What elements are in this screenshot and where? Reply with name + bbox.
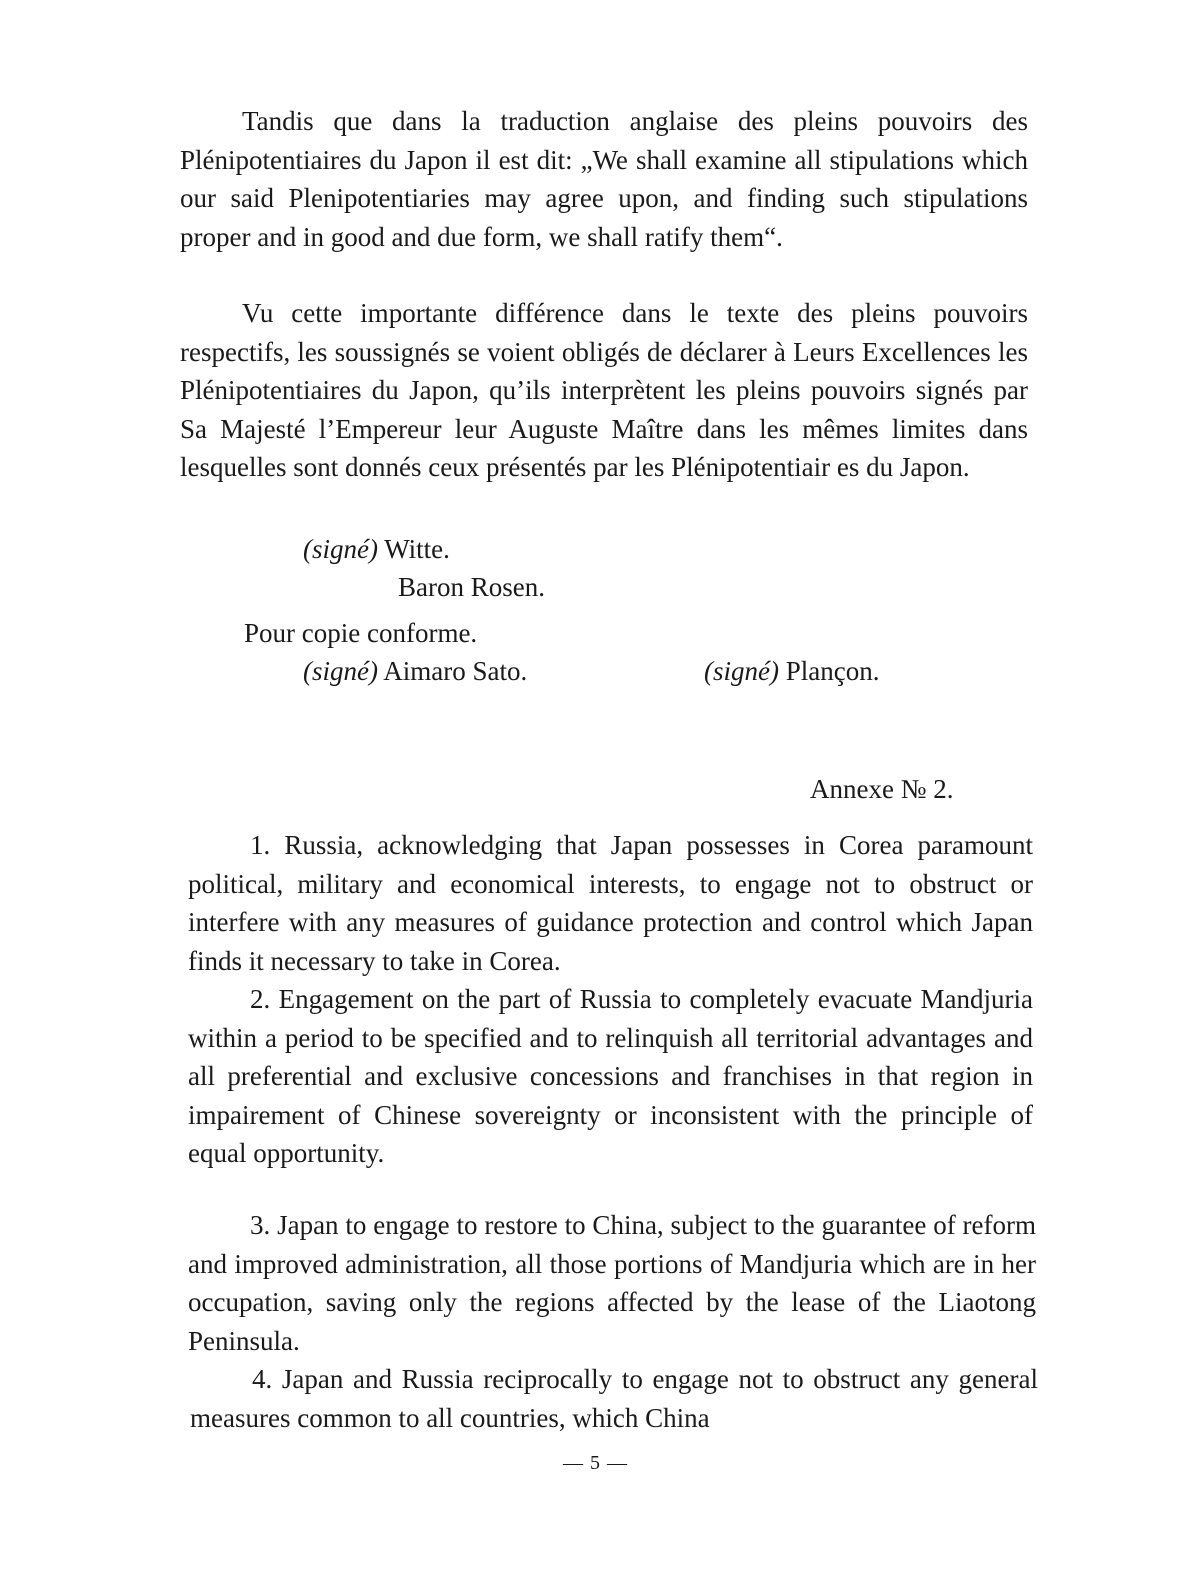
article-2: 2. Engagement on the part of Russia to completely evacuate Mandjuria within a period to be specified and to relinquish all territorial advantages and all preferential and exclusive concessions and franchises in that region in impairement of Chinese sovereignty or inconsistent with the principle of equal opportunity. xyxy=(188,984,1033,1168)
paragraph-difference-texte: Vu cette importante différence dans le texte des pleins pouvoirs respectifs, les soussignés se voient obligés de déclarer à Leurs Excellences les Plénipotentiaires du Japon, qu’ils interprètent les pleins pouvoirs signés par Sa Majesté l’Empereur leur Auguste Maître dans les mêmes limites dans lesquelles sont donnés ceux présentés par les Plénipotentiair es du Japon. xyxy=(180,298,1028,482)
page-number: — 5 — xyxy=(563,1452,628,1474)
article-4: 4. Japan and Russia reciprocally to engage not to obstruct any general measures common to all countries, which China xyxy=(190,1364,1038,1433)
signatory-rosen: Baron Rosen. xyxy=(398,572,545,602)
annexe-title: Annexe № 2. xyxy=(810,774,954,804)
signature-sato xyxy=(303,652,527,690)
article-3: 3. Japan to engage to restore to China, subject to the guarantee of reform and improved administration, all those portions of Mandjuria which are in her occupation, saving only the regions affected by the lease of the Liaotong Peninsula. xyxy=(188,1210,1036,1356)
signature-witte xyxy=(303,530,450,568)
pour-copie-text: Pour copie conforme. xyxy=(244,618,478,648)
signature-rosen xyxy=(398,568,545,606)
article-1: 1. Russia, acknowledging that Japan possesses in Corea paramount political, military and economical interests, to engage not to obstruct or interfere with any measures of guidance protection and control which Japan finds it necessary to take in Corea. xyxy=(188,830,1033,976)
signe-label: (signé) xyxy=(303,656,378,686)
signatory-sato: Aimaro Sato. xyxy=(383,656,528,686)
signatory-plancon: Plançon. xyxy=(785,656,880,686)
paragraph-traduction-anglaise: Tandis que dans la traduction anglaise des pleins pouvoirs des Plénipotentiaires du Japon il est dit: „We shall examine all stipulations which our said Plenipotentiaries may agree upon, and finding such stipulations proper and in good and due form, we shall ratify them“. xyxy=(180,106,1028,252)
signe-label: (signé) xyxy=(303,534,378,564)
pour-copie-conforme xyxy=(244,614,477,652)
signe-label: (signé) xyxy=(704,656,779,686)
signatory-witte: Witte. xyxy=(384,534,450,564)
signature-plancon xyxy=(704,652,879,690)
